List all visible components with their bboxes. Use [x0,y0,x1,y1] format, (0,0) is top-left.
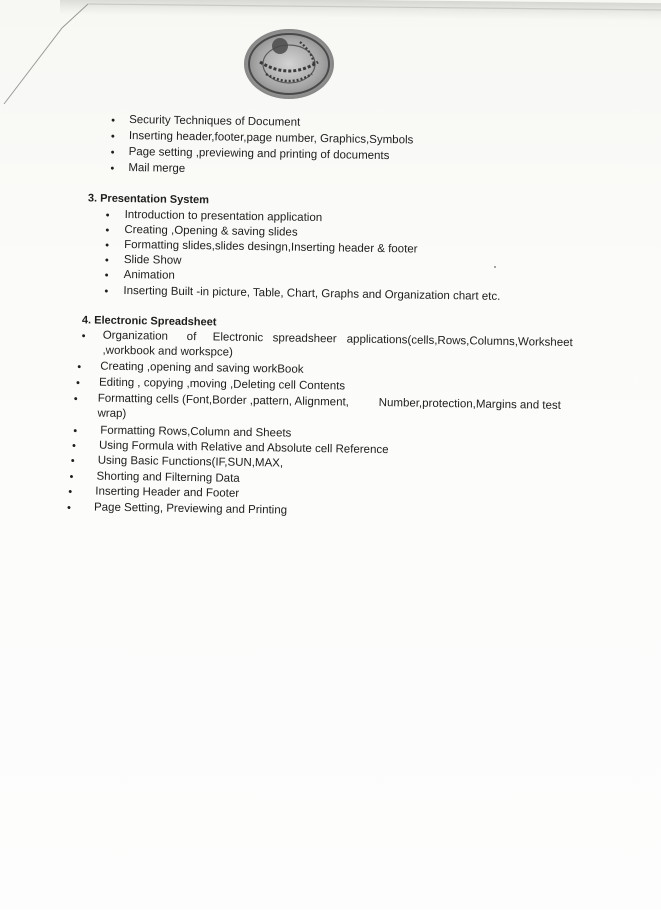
word: applications(cells,Rows,Columns,Worksheet [346,333,573,350]
bullet: • [105,239,110,252]
word: of [186,330,197,344]
list-item: Animation [123,268,175,282]
list-item: Slide Show [123,253,182,267]
list-item: Formatting slides,slides desingn,Inserting header & footer [124,238,418,256]
list-item-line [103,329,168,344]
list-item: Inserting Header and Footer [95,485,240,500]
bullet: • [73,393,78,406]
list-item: Inserting header,footer,page number, Graphics,Symbols [128,130,414,147]
bullet: • [69,471,74,484]
bullet: • [105,209,110,222]
bullet: • [77,361,82,374]
list-item-part: Number,protection,Margins and test [378,396,561,412]
list-item-continuation: wrap) [97,407,127,421]
word: spreadsheer [272,332,337,346]
list-item: Page setting ,previewing and printing of documents [128,146,390,163]
section-heading: 3. Presentation System [87,192,210,207]
list-item: Formatting cells (Font,Border ,pattern, Alignment, [97,392,350,409]
word: Electronic [212,331,264,345]
list-item: Using Basic Functions(IF,SUN,MAX, [97,454,284,470]
bullet: • [111,114,116,127]
bullet: • [110,162,115,175]
bullet: • [73,425,78,438]
list-item: Using Formula with Relative and Absolute cell Reference [98,439,389,457]
bullet: • [68,486,73,499]
scan-speck [494,266,496,268]
bullet: • [81,330,86,343]
word: Organization [102,329,169,343]
list-item: Editing , copying ,moving ,Deleting cell Contents [98,376,346,393]
bullet: • [105,224,110,237]
list-item: Creating ,Opening & saving slides [124,223,298,239]
list-item: Introduction to presentation application [124,208,323,225]
bullet: • [71,440,76,453]
list-item: Page Setting, Previewing and Printing [93,501,288,517]
list-item: Creating ,opening and saving workBook [100,360,304,376]
bullet: • [104,254,109,267]
bullet: • [66,502,71,515]
list-item: Shorting and Filterning Data [96,470,240,485]
list-item: Mail merge [128,162,186,175]
bullet: • [70,455,75,468]
list-item: Formatting Rows,Column and Sheets [100,424,292,440]
list-item-continuation: ,workbook and workspce) [102,344,233,359]
section-heading: 4. Electronic Spreadsheet [81,314,217,329]
bullet: • [110,130,115,143]
bullet: • [75,377,80,390]
list-item: Security Techniques of Document [129,114,301,129]
list-item: Inserting Built -in picture, Table, Chart, Graphs and Organization chart etc. [123,284,501,303]
bullet: • [104,269,109,282]
bullet: • [110,146,115,159]
bullet: • [104,285,109,298]
